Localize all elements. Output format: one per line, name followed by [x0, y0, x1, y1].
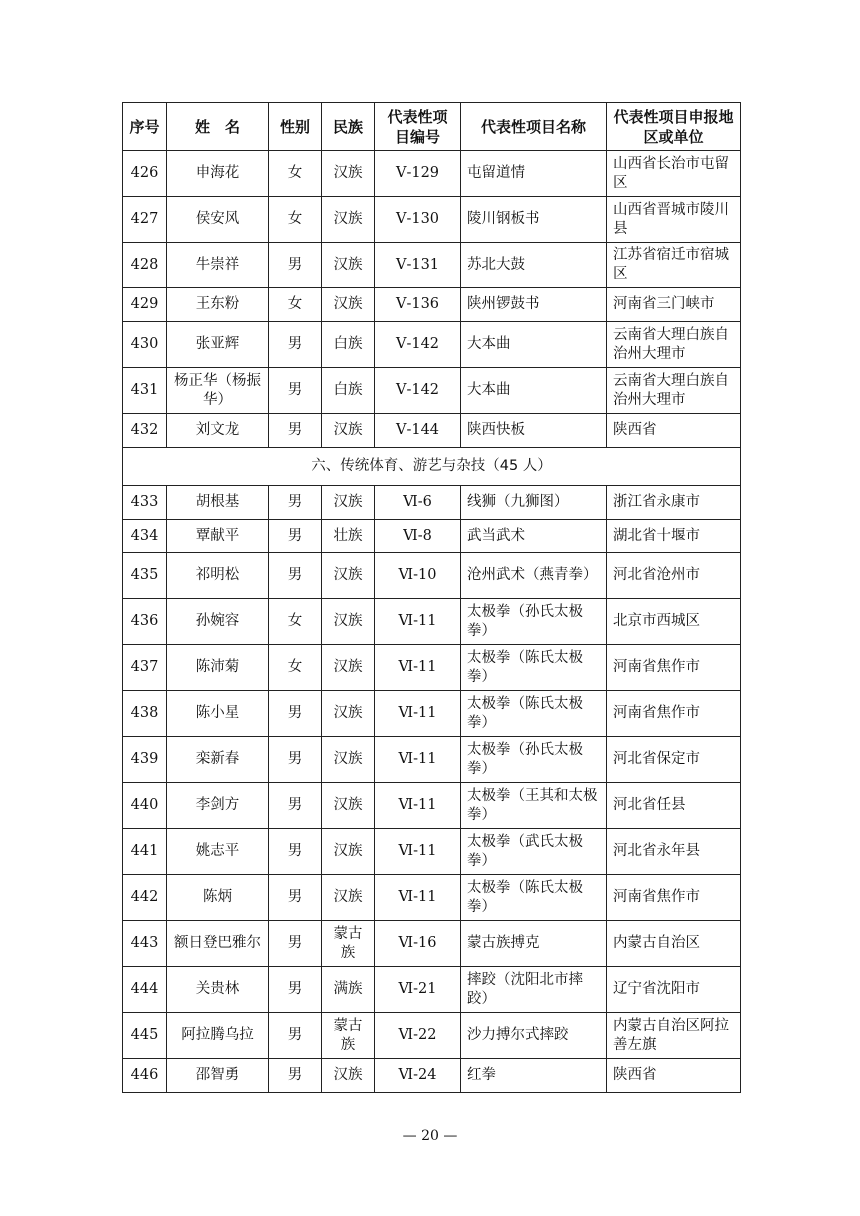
cell-region: 河北省沧州市 — [607, 553, 741, 599]
cell-ethnicity: 壮族 — [322, 520, 375, 553]
cell-code: Ⅴ-136 — [375, 288, 461, 322]
cell-region: 河北省永年县 — [607, 829, 741, 875]
cell-code: Ⅵ-11 — [375, 645, 461, 691]
cell-region: 江苏省宿迁市宿城区 — [607, 243, 741, 288]
cell-code: Ⅵ-22 — [375, 1013, 461, 1059]
cell-ethnicity: 汉族 — [322, 783, 375, 829]
header-sex: 性别 — [269, 103, 322, 151]
table-row — [123, 599, 741, 645]
cell-item: 屯留道情 — [461, 151, 607, 197]
cell-code: Ⅵ-16 — [375, 921, 461, 967]
table-header — [123, 103, 741, 151]
cell-no: 446 — [123, 1059, 167, 1093]
cell-item: 沙力搏尔式摔跤 — [461, 1013, 607, 1059]
cell-region: 河南省焦作市 — [607, 691, 741, 737]
cell-region: 河南省三门峡市 — [607, 288, 741, 322]
cell-code: Ⅴ-142 — [375, 322, 461, 368]
cell-name: 陈小星 — [167, 691, 269, 737]
cell-code: Ⅵ-11 — [375, 691, 461, 737]
cell-no: 437 — [123, 645, 167, 691]
cell-item: 太极拳（孙氏太极拳） — [461, 737, 607, 783]
cell-no: 427 — [123, 197, 167, 243]
cell-code: Ⅵ-21 — [375, 967, 461, 1013]
cell-ethnicity: 汉族 — [322, 645, 375, 691]
cell-name: 孙婉容 — [167, 599, 269, 645]
cell-no: 435 — [123, 553, 167, 599]
cell-ethnicity: 汉族 — [322, 1059, 375, 1093]
cell-no: 442 — [123, 875, 167, 921]
cell-region: 内蒙古自治区阿拉善左旗 — [607, 1013, 741, 1059]
cell-no: 438 — [123, 691, 167, 737]
cell-ethnicity: 汉族 — [322, 151, 375, 197]
cell-sex: 男 — [269, 783, 322, 829]
cell-code: Ⅵ-6 — [375, 486, 461, 520]
cell-ethnicity: 汉族 — [322, 829, 375, 875]
header-no: 序号 — [123, 103, 167, 151]
table-row — [123, 875, 741, 921]
table-row — [123, 691, 741, 737]
cell-name: 覃献平 — [167, 520, 269, 553]
cell-item: 太极拳（王其和太极拳） — [461, 783, 607, 829]
table-row — [123, 553, 741, 599]
cell-item: 太极拳（陈氏太极拳） — [461, 645, 607, 691]
cell-code: Ⅴ-130 — [375, 197, 461, 243]
cell-ethnicity: 蒙古族 — [322, 1013, 375, 1059]
cell-item: 太极拳（孙氏太极拳） — [461, 599, 607, 645]
cell-sex: 男 — [269, 520, 322, 553]
cell-item: 红拳 — [461, 1059, 607, 1093]
cell-name: 李剑方 — [167, 783, 269, 829]
cell-no: 432 — [123, 414, 167, 448]
cell-sex: 女 — [269, 197, 322, 243]
table-row — [123, 1013, 741, 1059]
cell-sex: 男 — [269, 967, 322, 1013]
cell-item: 陕西快板 — [461, 414, 607, 448]
cell-ethnicity: 汉族 — [322, 414, 375, 448]
cell-name: 杨正华（杨振华） — [167, 368, 269, 414]
header-item: 代表性项目名称 — [461, 103, 607, 151]
cell-no: 441 — [123, 829, 167, 875]
cell-sex: 男 — [269, 322, 322, 368]
cell-region: 河南省焦作市 — [607, 875, 741, 921]
cell-sex: 男 — [269, 243, 322, 288]
cell-no: 445 — [123, 1013, 167, 1059]
heritage-table — [122, 102, 741, 1093]
cell-name: 陈炳 — [167, 875, 269, 921]
cell-ethnicity: 白族 — [322, 322, 375, 368]
cell-region: 陕西省 — [607, 414, 741, 448]
cell-item: 陵川钢板书 — [461, 197, 607, 243]
cell-ethnicity: 汉族 — [322, 599, 375, 645]
table-row — [123, 1059, 741, 1093]
table-row — [123, 967, 741, 1013]
cell-code: Ⅴ-131 — [375, 243, 461, 288]
cell-sex: 男 — [269, 1013, 322, 1059]
cell-name: 陈沛菊 — [167, 645, 269, 691]
cell-region: 云南省大理白族自治州大理市 — [607, 368, 741, 414]
cell-item: 陕州锣鼓书 — [461, 288, 607, 322]
cell-sex: 男 — [269, 737, 322, 783]
cell-no: 439 — [123, 737, 167, 783]
cell-region: 河北省任县 — [607, 783, 741, 829]
header-name: 姓 名 — [167, 103, 269, 151]
cell-item: 太极拳（陈氏太极拳） — [461, 875, 607, 921]
cell-sex: 男 — [269, 368, 322, 414]
cell-item: 大本曲 — [461, 322, 607, 368]
header-code: 代表性项目编号 — [375, 103, 461, 151]
table-row — [123, 288, 741, 322]
cell-ethnicity: 汉族 — [322, 553, 375, 599]
cell-code: Ⅵ-11 — [375, 737, 461, 783]
cell-ethnicity: 白族 — [322, 368, 375, 414]
cell-item: 武当武术 — [461, 520, 607, 553]
cell-code: Ⅴ-144 — [375, 414, 461, 448]
cell-sex: 男 — [269, 1059, 322, 1093]
cell-name: 额日登巴雅尔 — [167, 921, 269, 967]
cell-sex: 男 — [269, 553, 322, 599]
cell-name: 祁明松 — [167, 553, 269, 599]
cell-sex: 女 — [269, 151, 322, 197]
cell-item: 沧州武术（燕青拳） — [461, 553, 607, 599]
table-row — [123, 645, 741, 691]
cell-name: 王东粉 — [167, 288, 269, 322]
cell-name: 申海花 — [167, 151, 269, 197]
cell-code: Ⅵ-24 — [375, 1059, 461, 1093]
cell-name: 胡根基 — [167, 486, 269, 520]
cell-code: Ⅴ-142 — [375, 368, 461, 414]
cell-region: 云南省大理白族自治州大理市 — [607, 322, 741, 368]
cell-item: 太极拳（武氏太极拳） — [461, 829, 607, 875]
cell-region: 山西省晋城市陵川县 — [607, 197, 741, 243]
cell-sex: 女 — [269, 599, 322, 645]
cell-item: 蒙古族搏克 — [461, 921, 607, 967]
cell-no: 434 — [123, 520, 167, 553]
cell-no: 444 — [123, 967, 167, 1013]
cell-name: 关贵林 — [167, 967, 269, 1013]
table-row — [123, 783, 741, 829]
table-row — [123, 414, 741, 448]
table-row — [123, 151, 741, 197]
cell-item: 线狮（九狮图） — [461, 486, 607, 520]
cell-item: 大本曲 — [461, 368, 607, 414]
cell-region: 辽宁省沈阳市 — [607, 967, 741, 1013]
cell-no: 431 — [123, 368, 167, 414]
table-row — [123, 486, 741, 520]
cell-no: 436 — [123, 599, 167, 645]
cell-no: 433 — [123, 486, 167, 520]
cell-no: 430 — [123, 322, 167, 368]
page-number: — 20 — — [402, 1128, 458, 1144]
table-row — [123, 829, 741, 875]
cell-code: Ⅵ-11 — [375, 599, 461, 645]
cell-region: 内蒙古自治区 — [607, 921, 741, 967]
table-row — [123, 243, 741, 288]
table-row — [123, 921, 741, 967]
cell-ethnicity: 汉族 — [322, 197, 375, 243]
cell-name: 牛崇祥 — [167, 243, 269, 288]
table-row — [123, 520, 741, 553]
cell-region: 陕西省 — [607, 1059, 741, 1093]
cell-name: 阿拉腾乌拉 — [167, 1013, 269, 1059]
cell-region: 河北省保定市 — [607, 737, 741, 783]
header-ethnicity: 民族 — [322, 103, 375, 151]
cell-item: 摔跤（沈阳北市摔跤） — [461, 967, 607, 1013]
section-row — [123, 448, 741, 486]
cell-code: Ⅵ-8 — [375, 520, 461, 553]
cell-region: 浙江省永康市 — [607, 486, 741, 520]
cell-ethnicity: 汉族 — [322, 691, 375, 737]
cell-no: 426 — [123, 151, 167, 197]
cell-no: 429 — [123, 288, 167, 322]
cell-ethnicity: 汉族 — [322, 737, 375, 783]
table-row — [123, 197, 741, 243]
cell-sex: 男 — [269, 921, 322, 967]
cell-code: Ⅴ-129 — [375, 151, 461, 197]
cell-code: Ⅵ-11 — [375, 875, 461, 921]
cell-ethnicity: 汉族 — [322, 243, 375, 288]
cell-sex: 女 — [269, 645, 322, 691]
cell-name: 栾新春 — [167, 737, 269, 783]
table-row — [123, 322, 741, 368]
cell-ethnicity: 满族 — [322, 967, 375, 1013]
cell-region: 河南省焦作市 — [607, 645, 741, 691]
cell-sex: 男 — [269, 875, 322, 921]
cell-item: 苏北大鼓 — [461, 243, 607, 288]
cell-code: Ⅵ-11 — [375, 783, 461, 829]
cell-sex: 女 — [269, 288, 322, 322]
cell-name: 刘文龙 — [167, 414, 269, 448]
cell-sex: 男 — [269, 829, 322, 875]
cell-code: Ⅵ-10 — [375, 553, 461, 599]
cell-no: 443 — [123, 921, 167, 967]
cell-name: 姚志平 — [167, 829, 269, 875]
cell-no: 440 — [123, 783, 167, 829]
cell-item: 太极拳（陈氏太极拳） — [461, 691, 607, 737]
cell-sex: 男 — [269, 486, 322, 520]
cell-ethnicity: 汉族 — [322, 288, 375, 322]
cell-ethnicity: 汉族 — [322, 486, 375, 520]
cell-region: 山西省长治市屯留区 — [607, 151, 741, 197]
table-row — [123, 737, 741, 783]
cell-region: 北京市西城区 — [607, 599, 741, 645]
cell-name: 侯安风 — [167, 197, 269, 243]
cell-ethnicity: 蒙古族 — [322, 921, 375, 967]
cell-no: 428 — [123, 243, 167, 288]
header-region: 代表性项目申报地区或单位 — [607, 103, 741, 151]
cell-name: 邵智勇 — [167, 1059, 269, 1093]
cell-sex: 男 — [269, 414, 322, 448]
table-row — [123, 368, 741, 414]
cell-name: 张亚辉 — [167, 322, 269, 368]
cell-code: Ⅵ-11 — [375, 829, 461, 875]
cell-sex: 男 — [269, 691, 322, 737]
section-title: 六、传统体育、游艺与杂技（45 人） — [123, 448, 741, 486]
cell-region: 湖北省十堰市 — [607, 520, 741, 553]
cell-ethnicity: 汉族 — [322, 875, 375, 921]
